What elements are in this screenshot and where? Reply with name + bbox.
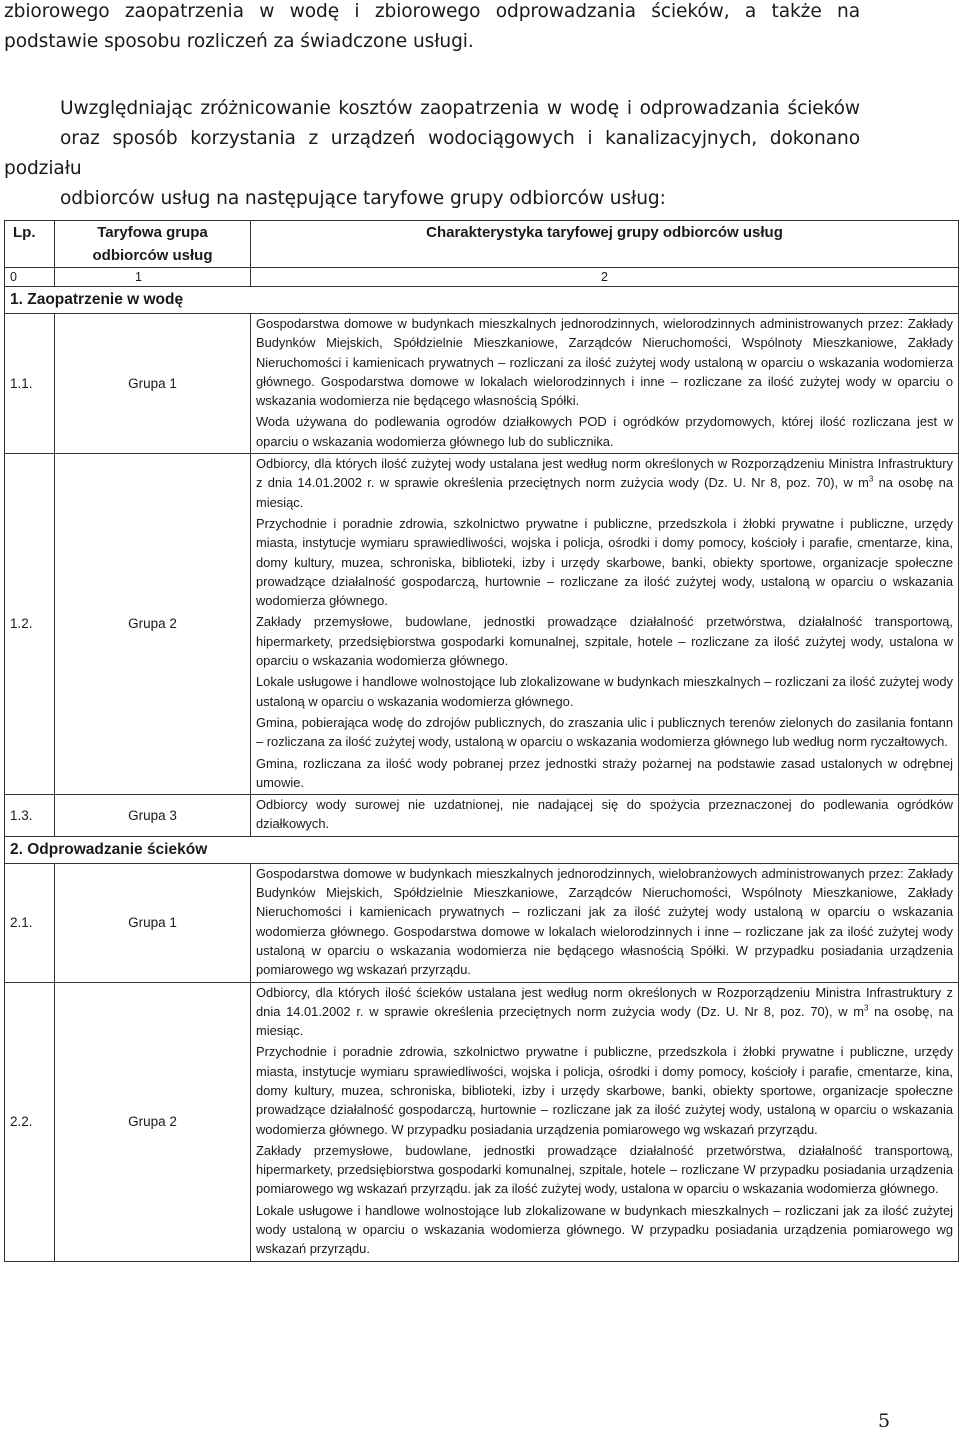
- header-group-line2: odbiorców usług: [92, 247, 213, 264]
- description-paragraph: Gmina, rozliczana za ilość wody pobranej przez jednostki straży pożarnej na podstawie zasad ustalonych w odrębnej umowie.: [256, 755, 953, 790]
- description-paragraph: Lokale usługowe i handlowe wolnostojące lub zlokalizowane w budynkach mieszkalnych – rozliczani jak za ilość zużytej wody ustaloną w oparciu o wskazania wodomierza głównego. W przypadku posiadania urządzenia pomiarowego wg wskazań przyrządu.: [256, 1202, 953, 1257]
- row-description: [251, 863, 959, 982]
- row-lp: 1.1.: [5, 314, 55, 454]
- column-number: 0: [5, 268, 55, 287]
- section-title: 1. Zaopatrzenie w wodę: [5, 287, 959, 314]
- norm-text-end: na osobę na miesiąc.: [256, 475, 953, 510]
- intro-line: odbiorców usług na następujące taryfowe grupy odbiorców usług:: [60, 188, 666, 209]
- row-description: [251, 982, 959, 1261]
- table-row: [5, 454, 959, 795]
- table-header-row: [5, 221, 959, 268]
- page-number: 5: [878, 1410, 891, 1432]
- norm-text: Odbiorcy, dla których ilość zużytej wody ustalana jest według norm określonych w Rozporządzeniu Ministra Infrastruktury z dnia 14.01.2002 r. w sprawie określenia przeciętnych norm zużycia wody (Dz. U. Nr 8, poz. 70), w m: [256, 456, 953, 491]
- intro-line: podstawie sposobu rozliczeń za świadczone usługi.: [4, 31, 474, 52]
- description-paragraph: [256, 983, 953, 1041]
- description-paragraph: Przychodnie i poradnie zdrowia, szkolnictwo prywatne i publiczne, przedszkola i żłobki prywatne i publiczne, urzędy miasta, instytucje wymiaru sprawiedliwości, wojska i policja, ośrodki i domy pomocy, kościoły i parafie, cmentarze, kina, domy kultury, muzea, schroniska, biblioteki, izby i urzędy skarbowe, banki, obiekty sportowe, organizacje społeczne prowadzące działalność gospodarczą, hurtownie – rozliczane za ilość zużytej wody, ustaloną w oparciu o wskazania wodomierza głównego.: [256, 515, 953, 609]
- section-title: 2. Odprowadzanie ścieków: [5, 836, 959, 863]
- row-description: [251, 795, 959, 837]
- row-group: Grupa 1: [55, 314, 251, 454]
- intro-paragraph-continuation: [4, 0, 860, 57]
- section-row: [5, 287, 959, 314]
- table-row: [5, 314, 959, 454]
- description-paragraph: Przychodnie i poradnie zdrowia, szkolnictwo prywatne i publiczne, przedszkola i żłobki prywatne i publiczne, urzędy miasta, instytucje wymiaru sprawiedliwości, wojska i policja, ośrodki i domy pomocy, kościoły i parafie, cmentarze, kina, domy kultury, muzea, schroniska, biblioteki, izby i urzędy skarbowe, banki, obiekty sportowe, organizacje społeczne prowadzące działalność gospodarczą, hurtownie – rozliczane jak za ilość zużytej wody, ustaloną w oparciu o wskazania wodomierza głównego. W przypadku posiadania urządzenia pomiarowego wg wskazań przyrządu.: [256, 1044, 953, 1137]
- description-paragraph: [256, 454, 953, 512]
- table-row: [5, 795, 959, 837]
- description-paragraph: Gospodarstwa domowe w budynkach mieszkalnych jednorodzinnych, wielorodzinnych administrowanych przez: Zakłady Budynków Miejskich, Spółdzielnie Mieszkaniowe, Zarządców Nieruchomości, Wspólnoty Mieszkaniowe, Zakłady Nieruchomości i kamienicach prywatnych – rozliczani za ilość zużytej wody ustaloną w oparciu o wskazania wodomierza głównego. Gospodarstwa domowe w lokalach wielorodzinnych i inne – rozliczane za ilość zużytej wody w oparciu o wskazania wodomierza nie będącego własnością Spółki.: [256, 316, 953, 409]
- tariff-groups-table: [4, 220, 959, 1262]
- header-description: Charakterystyka taryfowej grupy odbiorców usług: [251, 221, 959, 268]
- description-paragraph: Gmina, pobierająca wodę do zdrojów publicznych, do zraszania ulic i publicznych terenów zielonych do zasilania fontann – rozliczana za ilość zużytej wody, ustaloną w oparciu o wskazania wodomierza głównego lub według norm ryczałtowych.: [256, 714, 953, 750]
- description-paragraph: Gospodarstwa domowe w budynkach mieszkalnych jednorodzinnych, wielobranżowych administrowanych przez: Zakłady Budynków Miejskich, Spółdzielnie Mieszkaniowe, Zarządców Nieruchomości, Wspólnoty Mieszkaniowe, Zakłady Nieruchomości i kamienicach prywatnych – rozliczani jak za ilość zużytej wody ustaloną w oparciu o wskazania wodomierza głównego. Gospodarstwa domowe w lokalach wielorodzinnych i inne – rozliczane jak za ilość zużytej wody ustaloną w oparciu o wskazania wodomierza nie będącego własnością Spółki. W przypadku posiadania urządzenia pomiarowego wg wskazań przyrządu.: [256, 865, 953, 978]
- description-paragraph: Lokale usługowe i handlowe wolnostojące lub zlokalizowane w budynkach mieszkalnych – rozliczani za ilość zużytej wody ustaloną w oparciu o wskazania wodomierza głównego.: [256, 674, 953, 709]
- row-group: Grupa 3: [55, 795, 251, 837]
- row-group: Grupa 2: [55, 982, 251, 1261]
- row-lp: 2.1.: [5, 863, 55, 982]
- norm-text-end: na osobę, na miesiąc.: [256, 1003, 953, 1039]
- header-group-line1: Taryfowa grupa: [97, 224, 208, 241]
- intro-line: zbiorowego zaopatrzenia w wodę i zbiorowego odprowadzania ścieków, a także na: [4, 1, 860, 22]
- description-paragraph: Woda używana do podlewania ogrodów działkowych POD i ogródków przydomowych, której ilość rozliczana jest w oparciu o wskazania wodomierza głównego lub do sublicznika.: [256, 414, 953, 449]
- cubic-superscript: 3: [868, 475, 874, 485]
- row-description: [251, 454, 959, 795]
- section-row: [5, 836, 959, 863]
- row-lp: 1.2.: [5, 454, 55, 795]
- row-group: Grupa 1: [55, 863, 251, 982]
- description-paragraph: Zakłady przemysłowe, budowlane, jednostki prowadzące działalność przetwórstwa, działalność transportową, hipermarkety, przedsiębiorstwa gospodarki komunalnej, szpitale, hotele – rozliczane za ilość zużytej wody, ustalona w oparciu o wskazania wodomierza głównego.: [256, 614, 953, 669]
- intro-line: Uwzględniając zróżnicowanie kosztów zaopatrzenia w wodę i odprowadzania ścieków: [60, 98, 860, 119]
- header-group: [55, 221, 251, 268]
- description-paragraph: Odbiorcy wody surowej nie uzdatnionej, nie nadającej się do spożycia przeznaczonej do podlewania ogródków działkowych.: [256, 797, 953, 832]
- table-row: [5, 982, 959, 1261]
- header-lp: Lp.: [5, 221, 55, 268]
- row-lp: 1.3.: [5, 795, 55, 837]
- intro-paragraph: [4, 94, 860, 214]
- row-group: Grupa 2: [55, 454, 251, 795]
- column-number: 2: [251, 268, 959, 287]
- cubic-superscript: 3: [864, 1003, 869, 1013]
- column-numbers-row: [5, 268, 959, 287]
- norm-text: Odbiorcy, dla których ilość ścieków ustalana jest według norm określonych w Rozporządzeniu Ministra Infrastruktury z dnia 14.01.2002 r. w sprawie określenia przeciętnych norm zużycia wody (Dz. U. Nr 8, poz. 70), w m: [256, 984, 953, 1019]
- column-number: 1: [55, 268, 251, 287]
- intro-line: oraz sposób korzystania z urządzeń wodociągowych i kanalizacyjnych, dokonano podziału: [4, 128, 860, 179]
- row-description: [251, 314, 959, 454]
- description-paragraph: Zakłady przemysłowe, budowlane, jednostki prowadzące działalność przetwórstwa, działalność transportową, hipermarkety, przedsiębiorstwa gospodarki komunalnej, szpitale, hotele – rozliczane W przypadku posiadania urządzenia pomiarowego wg wskazań przyrządu. jak za ilość zużytej wody, ustalona w oparciu o wskazania wodomierza głównego.: [256, 1142, 953, 1197]
- row-lp: 2.2.: [5, 982, 55, 1261]
- table-row: [5, 863, 959, 982]
